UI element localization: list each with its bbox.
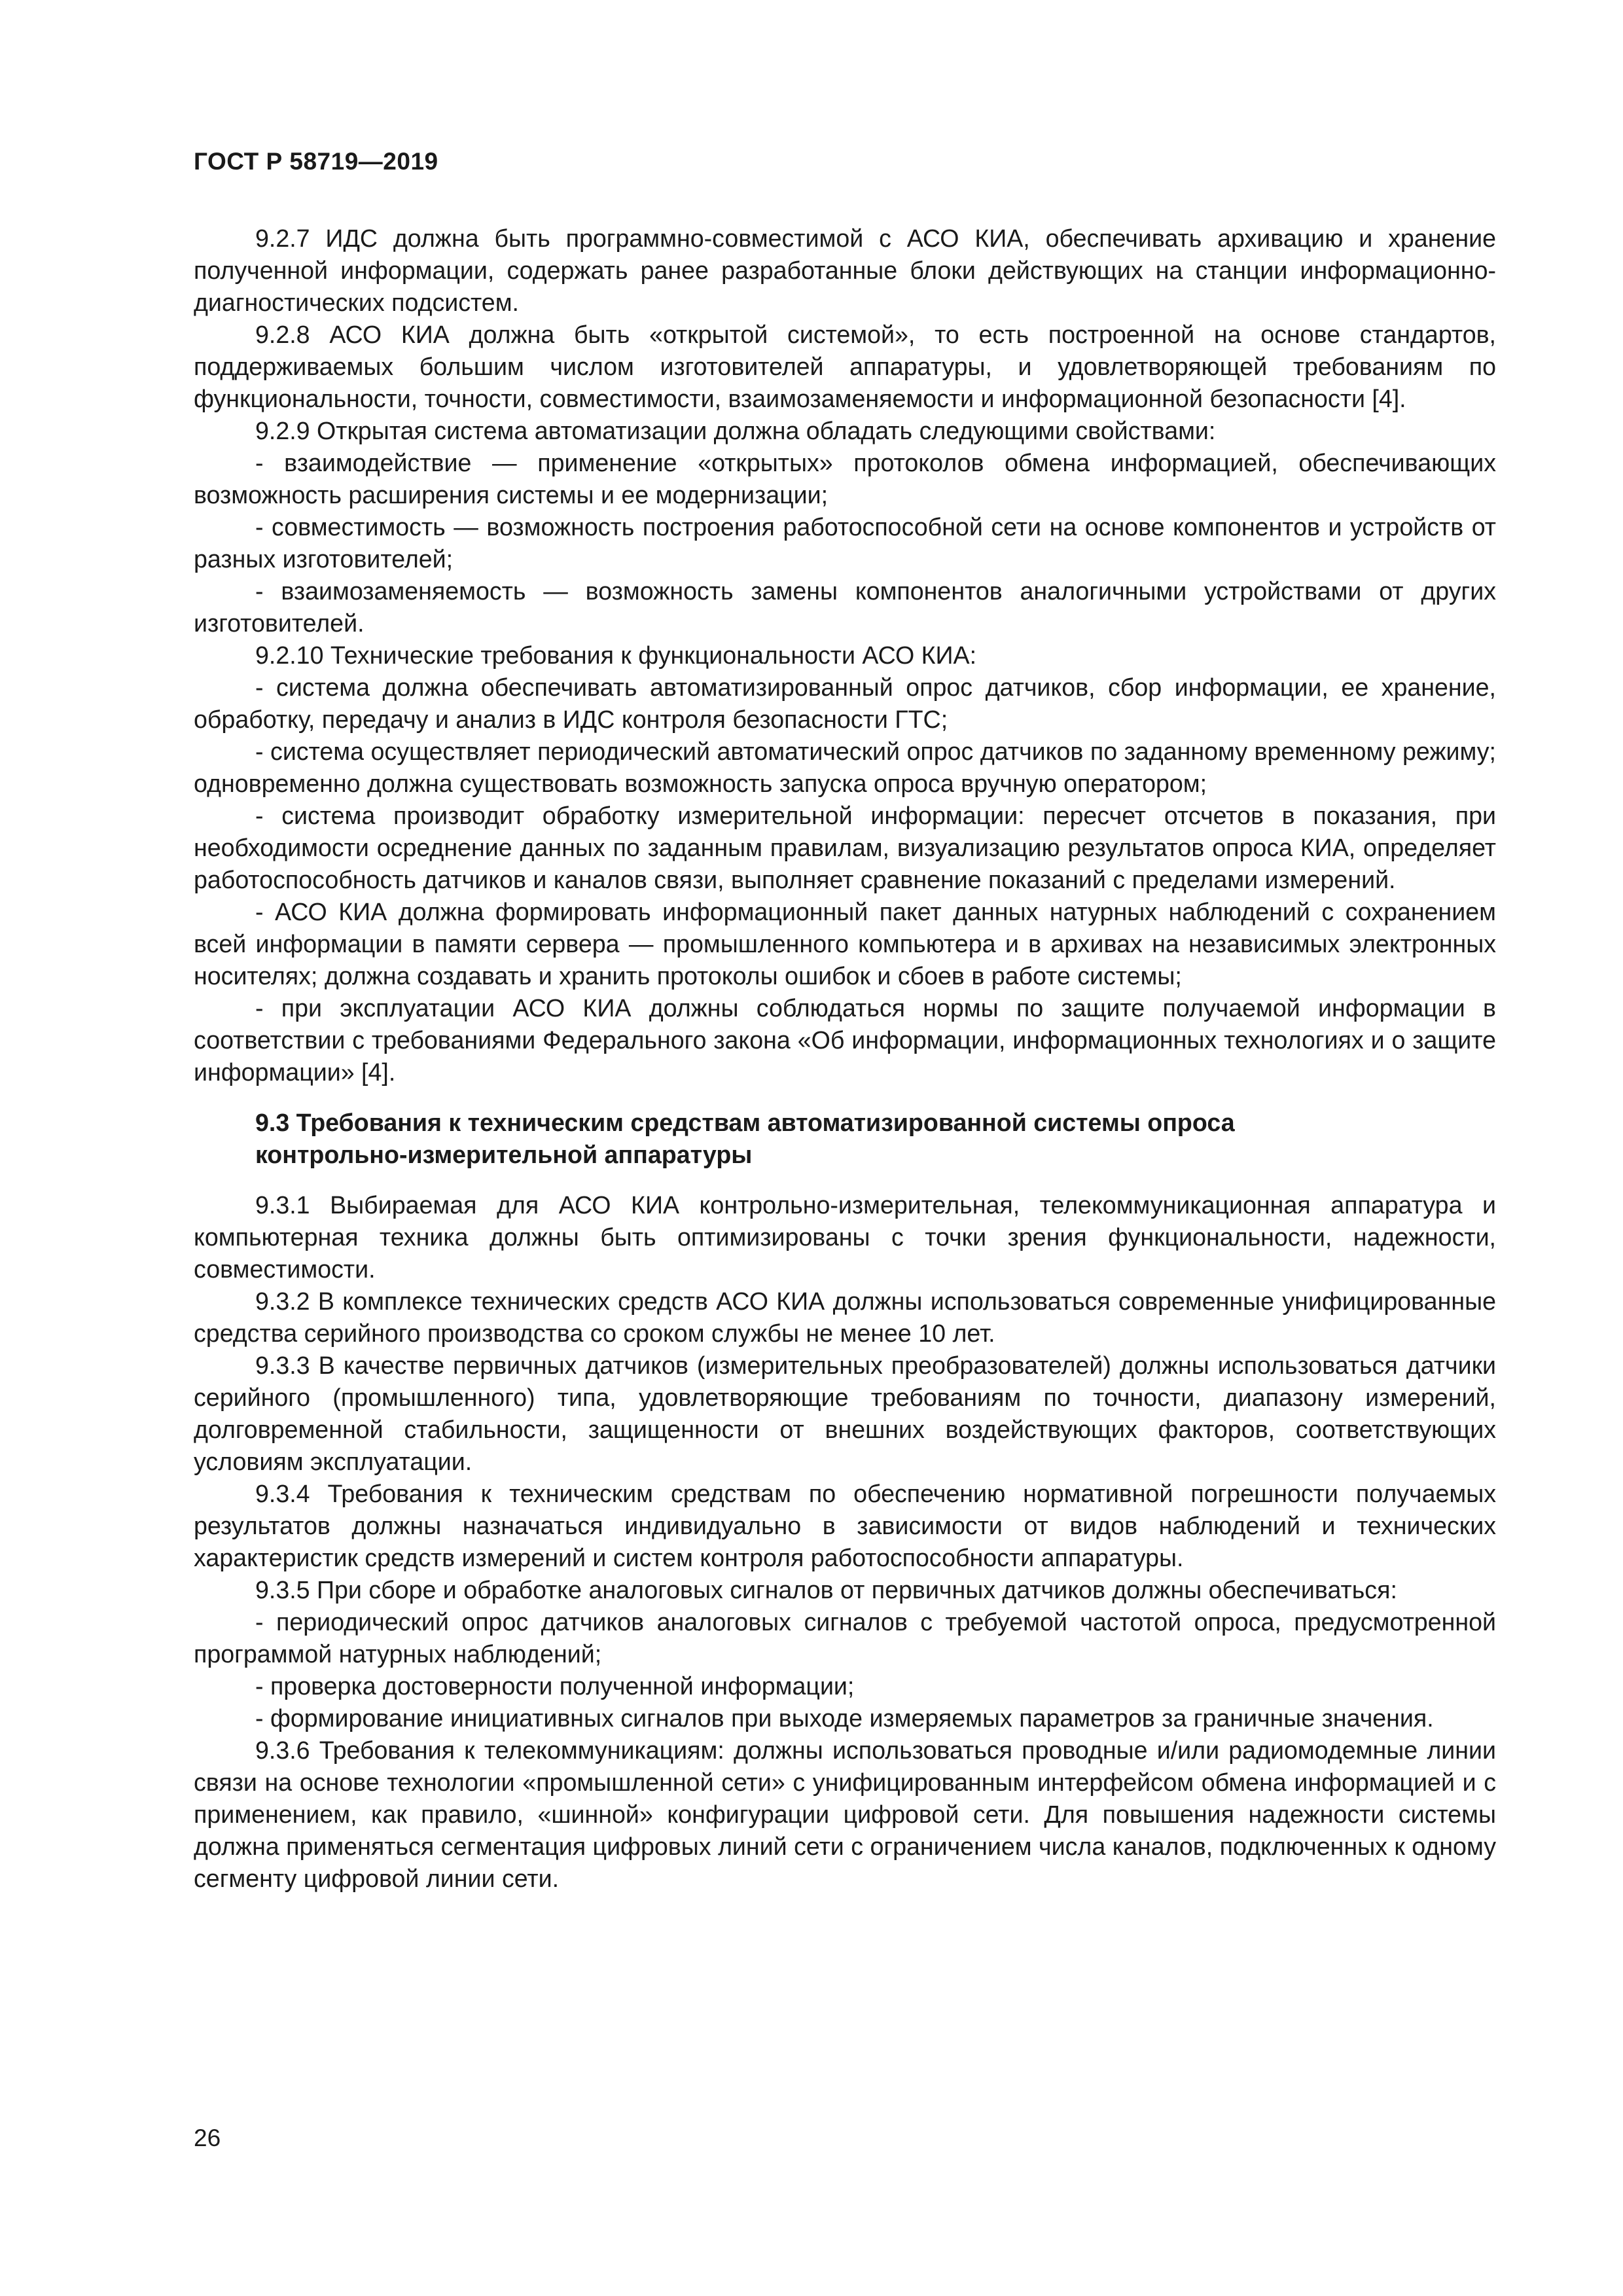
paragraph-9-2-10: 9.2.10 Технические требования к функциональности АСО КИА: bbox=[255, 641, 977, 669]
list-item: - АСО КИА должна формировать информационный пакет данных натурных наблюдений с сохранением всей информации в памяти сервера — промышленного компьютера и в архивах на независимых электронных носителях; должна создавать и хранить протоколы ошибок и сбоев в работе системы; bbox=[194, 898, 1496, 990]
section-title-line1: 9.3 Требования к техническим средствам автоматизированной системы опроса bbox=[255, 1109, 1235, 1136]
list-item: - система осуществляет периодический автоматический опрос датчиков по заданному временному режиму; одновременно должна существовать возможность запуска опроса вручную оператором; bbox=[194, 738, 1496, 797]
page-number: 26 bbox=[194, 2125, 221, 2151]
document-code-header: ГОСТ Р 58719—2019 bbox=[194, 148, 438, 175]
paragraph-9-3-1: 9.3.1 Выбираемая для АСО КИА контрольно-измерительная, телекоммуникационная аппаратура и компьютерная техника должны быть оптимизированы с точки зрения функциональности, надежности, совместимости. bbox=[194, 1191, 1496, 1283]
list-item: - взаимодействие — применение «открытых» протоколов обмена информацией, обеспечивающих возможность расширения системы и ее модернизации; bbox=[194, 449, 1496, 509]
paragraph-9-3-6: 9.3.6 Требования к телекоммуникациям: должны использоваться проводные и/или радиомодемные линии связи на основе технологии «промышленной сети» с унифицированным интерфейсом обмена информацией и с применением, как правило, «шинной» конфигурации цифровой сети. Для повышения надежности системы должна применяться сегментация цифровых линий сети с ограничением числа каналов, подключенных к одному сегменту цифровой линии сети. bbox=[194, 1736, 1496, 1892]
document-body bbox=[194, 223, 1496, 1895]
paragraph-9-3-4: 9.3.4 Требования к техническим средствам по обеспечению нормативной погрешности получаемых результатов должны назначаться индивидуально в зависимости от видов наблюдений и технических характеристик средств измерений и систем контроля работоспособности аппаратуры. bbox=[194, 1480, 1496, 1571]
section-title-9-3 bbox=[194, 1107, 1496, 1171]
paragraph-9-2-7: 9.2.7 ИДС должна быть программно-совместимой с АСО КИА, обеспечивать архивацию и хранение полученной информации, содержать ранее разработанные блоки действующих на станции информационно-диагностических подсистем. bbox=[194, 224, 1496, 316]
list-item: - система должна обеспечивать автоматизированный опрос датчиков, сбор информации, ее хранение, обработку, передачу и анализ в ИДС контроля безопасности ГТС; bbox=[194, 673, 1496, 733]
paragraph-9-2-9: 9.2.9 Открытая система автоматизации должна обладать следующими свойствами: bbox=[255, 417, 1216, 444]
section-title-line2: контрольно-измерительной аппаратуры bbox=[255, 1141, 753, 1168]
list-item: - взаимозаменяемость — возможность замены компонентов аналогичными устройствами от других изготовителей. bbox=[194, 577, 1496, 637]
list-item: - при эксплуатации АСО КИА должны соблюдаться нормы по защите получаемой информации в соответствии с требованиями Федерального закона «Об информации, информационных технологиях и о защите информации» [4]. bbox=[194, 994, 1496, 1086]
list-item: - периодический опрос датчиков аналоговых сигналов с требуемой частотой опроса, предусмотренной программой натурных наблюдений; bbox=[194, 1608, 1496, 1668]
list-item: - система производит обработку измерительной информации: пересчет отсчетов в показания, при необходимости осреднение данных по заданным правилам, визуализацию результатов опроса КИА, определяет работоспособность датчиков и каналов связи, выполняет сравнение показаний с пределами измерений. bbox=[194, 802, 1496, 893]
list-item: - проверка достоверности полученной информации; bbox=[255, 1672, 855, 1700]
paragraph-9-3-5: 9.3.5 При сборе и обработке аналоговых сигналов от первичных датчиков должны обеспечиваться: bbox=[255, 1576, 1397, 1604]
paragraph-9-3-2: 9.3.2 В комплексе технических средств АСО КИА должны использоваться современные унифицированные средства серийного производства со сроком службы не менее 10 лет. bbox=[194, 1287, 1496, 1347]
paragraph-9-3-3: 9.3.3 В качестве первичных датчиков (измерительных преобразователей) должны использоваться датчики серийного (промышленного) типа, удовлетворяющие требованиям по точности, диапазону измерений, долговременной стабильности, защищенности от внешних воздействующих факторов, соответствующих условиям эксплуатации. bbox=[194, 1352, 1496, 1475]
list-item: - совместимость — возможность построения работоспособной сети на основе компонентов и устройств от разных изготовителей; bbox=[194, 513, 1496, 573]
list-item: - формирование инициативных сигналов при выходе измеряемых параметров за граничные значения. bbox=[255, 1704, 1434, 1732]
paragraph-9-2-8: 9.2.8 АСО КИА должна быть «открытой системой», то есть построенной на основе стандартов, поддерживаемых большим числом изготовителей аппаратуры, и удовлетворяющей требованиям по функциональности, точности, совместимости, взаимозаменяемости и информационной безопасности [4]. bbox=[194, 321, 1496, 412]
